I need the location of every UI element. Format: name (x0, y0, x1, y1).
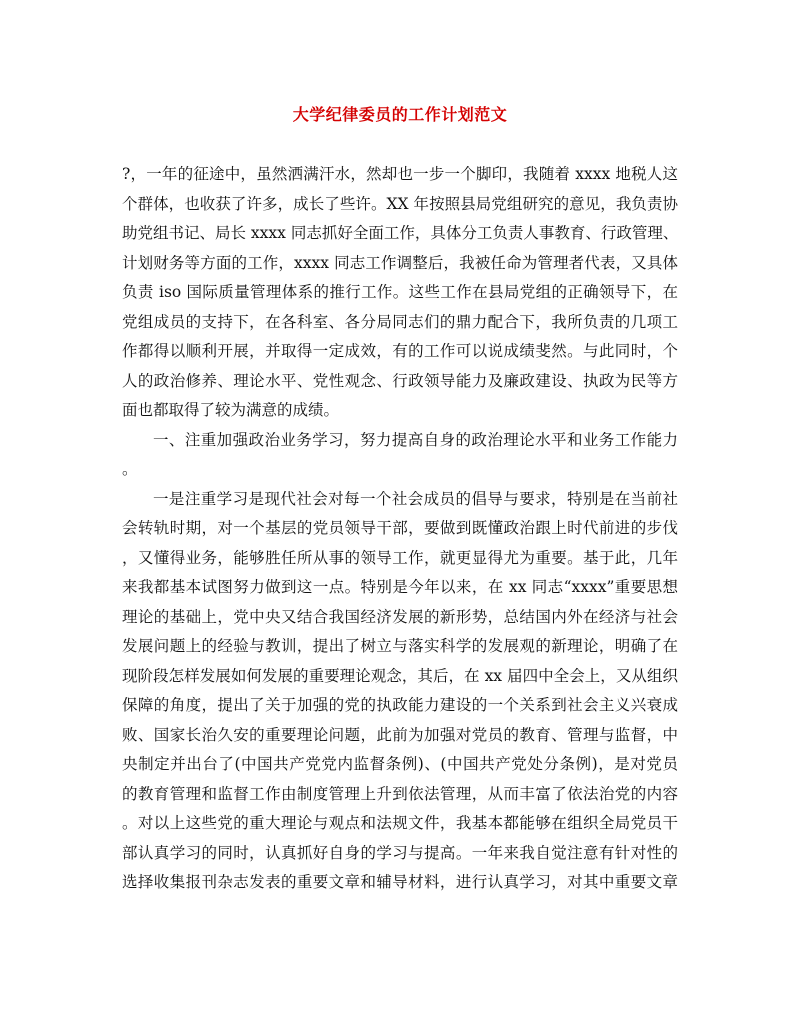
text-line: 保障的角度，提出了关于加强的党的执政能力建设的一个关系到社会主义兴衰成 (122, 696, 678, 714)
document-title: 大学纪律委员的工作计划范文 (292, 105, 508, 124)
text-line: 一、注重加强政治业务学习，努力提高自身的政治理论水平和业务工作能力 (153, 430, 678, 449)
text-line: 央制定并出台了(中国共产党党内监督条例)、(中国共产党处分条例)，是对党员 (122, 755, 678, 773)
text-line: 面也都取得了较为满意的成绩。 (122, 401, 340, 419)
text-line: 部认真学习的同时，认真抓好自身的学习与提高。一年来我自觉注意有针对性的 (122, 843, 678, 862)
text-line: 党组成员的支持下，在各科室、各分局同志们的鼎力配合下，我所负责的几项工 (122, 312, 678, 331)
text-line: 选择收集报刊杂志发表的重要文章和辅导材料，进行认真学习，对其中重要文章 (122, 873, 678, 891)
text-line: 一是注重学习是现代社会对每一个社会成员的倡导与要求，特别是在当前社 (153, 489, 678, 508)
text-line: 作都得以顺利开展，并取得一定成效，有的工作可以说成绩斐然。与此同时，个 (122, 342, 678, 360)
text-line: 。 (122, 460, 138, 478)
text-line: 计划财务等方面的工作，xxxx 同志工作调整后，我被任命为管理者代表，又具体 (122, 253, 678, 272)
text-line: 会转轨时期，对一个基层的党员领导干部，要做到既懂政治跟上时代前进的步伐 (122, 519, 678, 537)
text-line: 的教育管理和监督工作由制度管理上升到依法管理，从而丰富了依法治党的内容 (122, 784, 678, 803)
document-body (122, 160, 678, 898)
text-line: 人的政治修养、理论水平、党性观念、行政领导能力及廉政建设、执政为民等方 (122, 371, 678, 390)
text-line: 助党组书记、局长 xxxx 同志抓好全面工作，具体分工负责人事教育、行政管理、 (122, 224, 678, 242)
text-line: 负责 iso 国际质量管理体系的推行工作。这些工作在县局党组的正确领导下，在 (122, 283, 678, 301)
text-line: ，又懂得业务，能够胜任所从事的领导工作，就更显得尤为重要。基于此，几年 (122, 548, 678, 567)
text-line: 败、国家长治久安的重要理论问题，此前为加强对党员的教育、管理与监督，中 (122, 725, 678, 744)
text-line: 发展问题上的经验与教训，提出了树立与落实科学的发展观的新理论，明确了在 (122, 637, 678, 655)
text-line: ?，一年的征途中，虽然洒满汗水，然却也一步一个脚印，我随着 xxxx 地税人这 (122, 165, 678, 183)
text-line: 理论的基础上，党中央又结合我国经济发展的新形势，总结国内外在经济与社会 (122, 607, 678, 626)
text-line: 个群体，也收获了许多，成长了些许。XX 年按照县局党组研究的意见，我负责协 (122, 194, 678, 213)
text-line: 现阶段怎样发展如何发展的重要理论观念，其后，在 xx 届四中全会上，又从组织 (122, 666, 678, 685)
text-line: 。对以上这些党的重大理论与观点和法规文件，我基本都能够在组织全局党员干 (122, 814, 678, 832)
text-line: 来我都基本试图努力做到这一点。特别是今年以来，在 xx 同志“xxxx”重要思想 (122, 578, 678, 596)
